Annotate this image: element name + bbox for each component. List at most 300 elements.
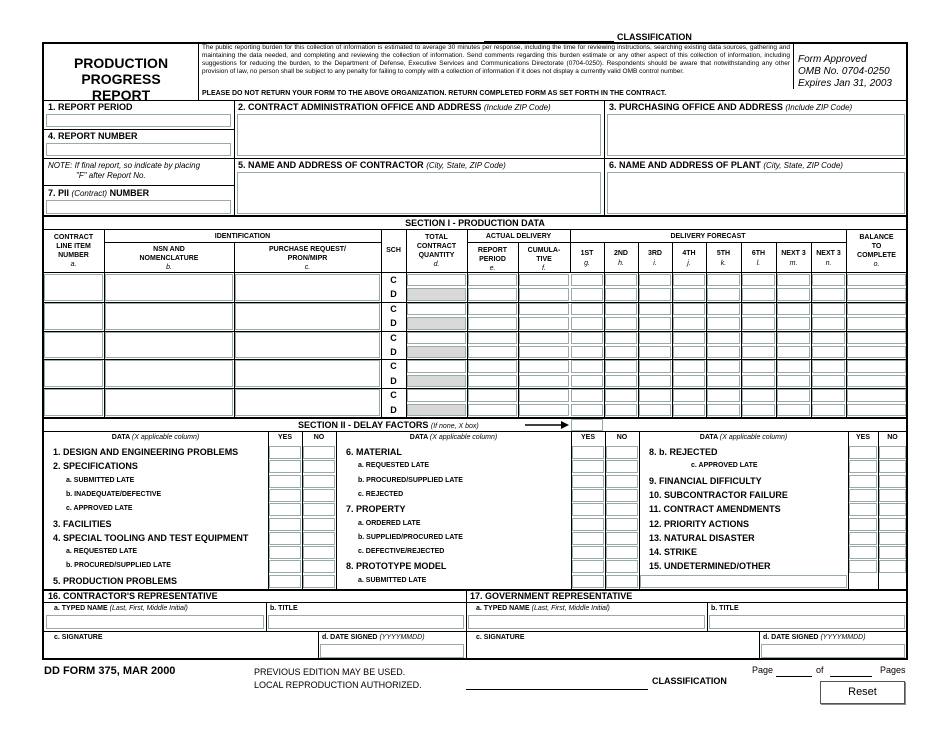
forecast-input[interactable] xyxy=(673,288,705,300)
forecast-input[interactable] xyxy=(812,303,845,315)
forecast-input[interactable] xyxy=(605,303,637,315)
delay-factor-label: a. SUBMITTED LATE xyxy=(66,476,135,484)
forecast-input[interactable] xyxy=(707,317,740,329)
forecast-input[interactable] xyxy=(571,375,603,387)
forecast-input[interactable] xyxy=(812,288,845,300)
report-period-delivery-input[interactable] xyxy=(468,303,517,315)
forecast-input[interactable] xyxy=(812,317,845,329)
delay-yes-checkbox[interactable] xyxy=(269,546,301,559)
delay-no-checkbox[interactable] xyxy=(606,446,638,459)
forecast-input[interactable] xyxy=(812,332,845,344)
forecast-input[interactable] xyxy=(639,404,671,416)
plant-label: 6. NAME AND ADDRESS OF PLANT (City, State, ZIP Code) xyxy=(609,160,843,170)
forecast-input[interactable] xyxy=(639,288,671,300)
forecast-input[interactable] xyxy=(777,346,810,358)
forecast-input[interactable] xyxy=(812,274,845,286)
return-notice: PLEASE DO NOT RETURN YOUR FORM TO THE ABOVE ORGANIZATION. RETURN COMPLETED FORM AS SET FORTH IN THE CONTRACT. xyxy=(202,90,667,97)
forecast-input[interactable] xyxy=(605,375,637,387)
purchase-request-input[interactable] xyxy=(235,274,380,301)
forecast-input[interactable] xyxy=(605,404,637,416)
forecast-input[interactable] xyxy=(742,389,775,401)
delay-factor-label: 5. PRODUCTION PROBLEMS xyxy=(53,575,178,586)
forecast-input[interactable] xyxy=(707,346,740,358)
contract-line-item-input[interactable] xyxy=(44,332,103,359)
edition-notice: PREVIOUS EDITION MAY BE USED. LOCAL REPRODUCTION AUTHORIZED. xyxy=(254,667,422,690)
delay-no-checkbox[interactable] xyxy=(606,489,638,502)
bottom-classification-label: CLASSIFICATION xyxy=(652,676,727,686)
forecast-input[interactable] xyxy=(777,317,810,329)
forecast-input[interactable] xyxy=(605,360,637,372)
delay-no-checkbox[interactable] xyxy=(879,532,906,545)
forecast-input[interactable] xyxy=(742,274,775,286)
forecast-col-header: 4TH j. xyxy=(682,250,696,267)
section-1-title: SECTION I - PRODUCTION DATA xyxy=(405,218,545,228)
delay-factor-label: a. REQUESTED LATE xyxy=(358,462,430,470)
reset-button[interactable]: Reset xyxy=(820,681,905,704)
delay-yes-checkbox[interactable] xyxy=(572,460,604,473)
form-title: PRODUCTION PROGRESS REPORT xyxy=(73,55,169,103)
contract-line-item-input[interactable] xyxy=(44,303,103,330)
forecast-input[interactable] xyxy=(673,360,705,372)
sch-code: C xyxy=(390,390,397,401)
identification-header: IDENTIFICATION xyxy=(214,233,271,240)
cumulative-delivery-input[interactable] xyxy=(519,288,569,300)
forecast-input[interactable] xyxy=(777,288,810,300)
contractor-date-signed-input[interactable] xyxy=(320,644,464,658)
forecast-input[interactable] xyxy=(812,360,845,372)
government-date-signed-label: d. DATE SIGNED (YYYYMMDD) xyxy=(763,634,866,641)
section-2-none-checkbox[interactable] xyxy=(571,419,603,431)
balance-to-complete-input[interactable] xyxy=(847,317,906,329)
delay-yes-checkbox[interactable] xyxy=(849,446,877,459)
forecast-col-header: 1ST g. xyxy=(580,250,594,267)
forecast-input[interactable] xyxy=(742,360,775,372)
delay-yes-checkbox[interactable] xyxy=(572,503,604,516)
contractor-label: 5. NAME AND ADDRESS OF CONTRACTOR (City, State, ZIP Code) xyxy=(238,160,506,170)
forecast-input[interactable] xyxy=(777,360,810,372)
forecast-input[interactable] xyxy=(571,346,603,358)
forecast-input[interactable] xyxy=(812,389,845,401)
yes-header: YES xyxy=(580,434,595,441)
form-number: DD FORM 375, MAR 2000 xyxy=(44,665,176,677)
balance-to-complete-input[interactable] xyxy=(847,360,906,372)
data-column-header: DATA (X applicable column) xyxy=(409,434,498,441)
forecast-input[interactable] xyxy=(707,389,740,401)
government-typed-name-input[interactable] xyxy=(468,615,705,629)
delay-yes-checkbox[interactable] xyxy=(572,575,604,588)
delay-yes-checkbox[interactable] xyxy=(849,489,877,502)
delay-yes-checkbox[interactable] xyxy=(269,489,301,502)
pii-label: 7. PII (Contract) NUMBER xyxy=(48,188,150,198)
actual-delivery-header: ACTUAL DELIVERY xyxy=(485,233,552,240)
cumulative-delivery-input[interactable] xyxy=(519,375,569,387)
forecast-input[interactable] xyxy=(777,274,810,286)
government-title-label: b. TITLE xyxy=(711,605,739,612)
col-d-header: TOTAL CONTRACT QUANTITY d. xyxy=(416,234,457,268)
forecast-input[interactable] xyxy=(707,332,740,344)
delay-factor-label: 15. UNDETERMINED/OTHER xyxy=(649,561,771,572)
delay-no-checkbox[interactable] xyxy=(303,560,335,573)
burden-statement: The public reporting burden for this collection of information is estimated to average 30 minutes per response, including the time for reviewing instructions, searching existing data sources, gathering and maintaining the data needed, and completing and reviewing the collection of information. Send comments regarding this burden estimate or any other aspect of this collection of information, including suggestions for reducing the burden, to the Department of Defense, Executive Services and Communications Directorate (0704-0250). Respondents should be aware that notwithstanding any other provision of law, no person shall be subject to any penalty for failing to comply with a collection of information if it does not display a currently valid OMB control number. xyxy=(202,44,790,75)
forecast-input[interactable] xyxy=(812,346,845,358)
forecast-input[interactable] xyxy=(777,332,810,344)
delay-factor-label: b. SUPPLIED/PROCURED LATE xyxy=(358,533,463,541)
contract-admin-office-input[interactable] xyxy=(237,114,601,156)
contractor-signature-label: c. SIGNATURE xyxy=(54,634,103,641)
government-typed-name-label: a. TYPED NAME (Last, First, Middle Initial) xyxy=(476,605,610,612)
delay-factor-label: 8. PROTOTYPE MODEL xyxy=(346,561,447,572)
delay-yes-checkbox[interactable] xyxy=(849,546,877,559)
delay-factor-label: 2. SPECIFICATIONS xyxy=(53,461,138,472)
total-quantity-input xyxy=(407,346,466,358)
delay-yes-checkbox[interactable] xyxy=(572,489,604,502)
total-pages-input[interactable] xyxy=(830,664,872,677)
forecast-input[interactable] xyxy=(571,274,603,286)
cumulative-delivery-input[interactable] xyxy=(519,346,569,358)
sch-code: C xyxy=(390,275,397,285)
delay-yes-checkbox[interactable] xyxy=(849,503,877,516)
col-f-header: CUMULA- TIVE f. xyxy=(527,247,561,272)
cumulative-delivery-input[interactable] xyxy=(519,274,569,286)
forecast-input[interactable] xyxy=(571,360,603,372)
contractor-title-label: b. TITLE xyxy=(270,605,298,612)
no-header: NO xyxy=(616,434,628,441)
forecast-input[interactable] xyxy=(571,303,603,315)
government-rep-label: 17. GOVERNMENT REPRESENTATIVE xyxy=(470,591,633,601)
sch-header: SCH xyxy=(386,247,401,254)
cumulative-delivery-input[interactable] xyxy=(519,389,569,401)
delay-factor-label: 6. MATERIAL xyxy=(346,447,402,457)
forecast-input[interactable] xyxy=(639,346,671,358)
forecast-col-header: NEXT 3 m. xyxy=(781,250,806,267)
contract-line-item-input[interactable] xyxy=(44,360,103,387)
forecast-input[interactable] xyxy=(707,375,740,387)
total-quantity-input xyxy=(407,404,466,416)
forecast-input[interactable] xyxy=(777,389,810,401)
pages-label: Pages xyxy=(880,665,906,675)
report-period-delivery-input[interactable] xyxy=(468,346,517,358)
purchasing-office-input[interactable] xyxy=(607,114,905,156)
contractor-typed-name-input[interactable] xyxy=(46,615,264,629)
forecast-input[interactable] xyxy=(605,389,637,401)
nsn-nomenclature-input[interactable] xyxy=(105,274,233,301)
delay-yes-checkbox[interactable] xyxy=(269,475,301,488)
delay-no-checkbox[interactable] xyxy=(879,446,906,459)
government-signature-label: c. SIGNATURE xyxy=(476,634,525,641)
total-quantity-input[interactable] xyxy=(407,360,466,372)
sch-code: C xyxy=(390,303,397,314)
omb-approval: Form Approved OMB No. 0704-0250 Expires Jan 31, 2003 xyxy=(798,54,892,89)
delay-no-checkbox[interactable] xyxy=(606,560,638,573)
delay-factor-label: a. SUBMITTED LATE xyxy=(358,576,427,584)
sch-code: D xyxy=(390,375,397,386)
delay-yes-checkbox[interactable] xyxy=(849,518,877,531)
balance-to-complete-input[interactable] xyxy=(847,303,906,315)
col-o-header: BALANCE TO COMPLETE o. xyxy=(857,234,896,268)
forecast-input[interactable] xyxy=(571,404,603,416)
forecast-input[interactable] xyxy=(777,404,810,416)
contract-line-item-input[interactable] xyxy=(44,274,103,301)
delay-no-checkbox[interactable] xyxy=(303,575,335,588)
forecast-col-header: 5TH k. xyxy=(716,250,731,267)
forecast-input[interactable] xyxy=(639,303,671,315)
data-column-header: DATA (X applicable column) xyxy=(699,434,788,441)
sch-code: D xyxy=(390,289,397,300)
cumulative-delivery-input[interactable] xyxy=(519,317,569,329)
yes-header: YES xyxy=(277,434,292,441)
arrow-right-icon xyxy=(525,420,569,430)
total-quantity-input xyxy=(407,288,466,300)
delay-factor-label: c. REJECTED xyxy=(358,490,404,498)
total-quantity-input[interactable] xyxy=(407,332,466,344)
delay-yes-checkbox[interactable] xyxy=(572,560,604,573)
nsn-nomenclature-input[interactable] xyxy=(105,332,233,359)
delay-yes-checkbox[interactable] xyxy=(849,475,877,488)
delay-factor-label: 14. STRIKE xyxy=(649,547,698,558)
forecast-input[interactable] xyxy=(571,288,603,300)
delay-yes-checkbox[interactable] xyxy=(269,575,301,588)
balance-to-complete-input[interactable] xyxy=(847,346,906,358)
report-period-delivery-input[interactable] xyxy=(468,317,517,329)
report-period-delivery-input[interactable] xyxy=(468,332,517,344)
forecast-input[interactable] xyxy=(605,288,637,300)
delay-factor-label: b. PROCURED/SUPPLIED LATE xyxy=(66,562,171,570)
purchase-request-input[interactable] xyxy=(235,360,380,387)
delay-yes-checkbox[interactable] xyxy=(269,560,301,573)
report-period-delivery-input[interactable] xyxy=(468,389,517,401)
contractor-rep-label: 16. CONTRACTOR'S REPRESENTATIVE xyxy=(48,591,218,601)
forecast-input[interactable] xyxy=(605,332,637,344)
delay-no-checkbox[interactable] xyxy=(606,503,638,516)
forecast-input[interactable] xyxy=(742,288,775,300)
balance-to-complete-input[interactable] xyxy=(847,274,906,286)
forecast-input[interactable] xyxy=(742,346,775,358)
cumulative-delivery-input[interactable] xyxy=(519,303,569,315)
delay-no-checkbox[interactable] xyxy=(303,518,335,531)
forecast-input[interactable] xyxy=(639,274,671,286)
forecast-input[interactable] xyxy=(605,274,637,286)
delay-factor-label: a. REQUESTED LATE xyxy=(66,548,138,556)
delay-factor-label: 8. b. REJECTED xyxy=(649,447,718,457)
data-column-header: DATA (X applicable column) xyxy=(111,434,200,441)
delay-no-checkbox[interactable] xyxy=(303,446,335,459)
forecast-input[interactable] xyxy=(673,332,705,344)
report-number-input[interactable] xyxy=(46,143,231,156)
nsn-nomenclature-input[interactable] xyxy=(105,389,233,416)
forecast-input[interactable] xyxy=(639,332,671,344)
page-number-input[interactable] xyxy=(776,664,812,677)
top-classification-label: CLASSIFICATION xyxy=(617,32,692,42)
delay-factor-label: 11. CONTRACT AMENDMENTS xyxy=(649,504,781,515)
report-period-label: 1. REPORT PERIOD xyxy=(48,102,133,112)
forecast-input[interactable] xyxy=(639,389,671,401)
nsn-nomenclature-input[interactable] xyxy=(105,303,233,330)
total-quantity-input xyxy=(407,375,466,387)
no-header: NO xyxy=(887,434,898,441)
delay-factor-label: c. APPROVED LATE xyxy=(66,505,133,513)
contractor-title-input[interactable] xyxy=(268,615,464,629)
delay-no-checkbox[interactable] xyxy=(303,532,335,545)
forecast-input[interactable] xyxy=(777,375,810,387)
forecast-input[interactable] xyxy=(742,375,775,387)
sch-code: D xyxy=(390,318,397,329)
sch-code: C xyxy=(390,332,397,343)
delay-no-checkbox[interactable] xyxy=(879,503,906,516)
delay-factor-label: b. INADEQUATE/DEFECTIVE xyxy=(66,490,162,498)
forecast-input[interactable] xyxy=(673,404,705,416)
delay-yes-checkbox[interactable] xyxy=(572,532,604,545)
cumulative-delivery-input[interactable] xyxy=(519,404,569,416)
delay-no-checkbox[interactable] xyxy=(606,546,638,559)
undetermined-other-input[interactable] xyxy=(640,575,847,588)
forecast-input[interactable] xyxy=(777,303,810,315)
forecast-input[interactable] xyxy=(707,288,740,300)
total-quantity-input[interactable] xyxy=(407,389,466,401)
report-period-delivery-input[interactable] xyxy=(468,375,517,387)
yes-header: YES xyxy=(855,434,870,441)
delay-yes-checkbox[interactable] xyxy=(269,446,301,459)
total-quantity-input[interactable] xyxy=(407,274,466,286)
purchase-request-input[interactable] xyxy=(235,303,380,330)
contract-line-item-input[interactable] xyxy=(44,389,103,416)
forecast-input[interactable] xyxy=(673,346,705,358)
purchasing-office-label: 3. PURCHASING OFFICE AND ADDRESS (Include ZIP Code) xyxy=(609,102,853,112)
total-quantity-input xyxy=(407,317,466,329)
forecast-input[interactable] xyxy=(742,332,775,344)
delay-no-checkbox[interactable] xyxy=(879,460,906,473)
forecast-input[interactable] xyxy=(742,404,775,416)
report-period-delivery-input[interactable] xyxy=(468,360,517,372)
forecast-input[interactable] xyxy=(707,360,740,372)
delay-factor-label: a. ORDERED LATE xyxy=(358,519,421,527)
forecast-input[interactable] xyxy=(571,389,603,401)
forecast-input[interactable] xyxy=(707,274,740,286)
report-period-delivery-input[interactable] xyxy=(468,274,517,286)
delay-factor-label: b. PROCURED/SUPPLIED LATE xyxy=(358,476,463,484)
col-e-header: REPORT PERIOD e. xyxy=(477,247,508,272)
forecast-input[interactable] xyxy=(639,317,671,329)
delay-no-checkbox[interactable] xyxy=(879,560,906,573)
forecast-input[interactable] xyxy=(742,317,775,329)
forecast-input[interactable] xyxy=(673,303,705,315)
delay-factor-label: 13. NATURAL DISASTER xyxy=(649,532,755,543)
pii-input[interactable] xyxy=(46,200,231,214)
contractor-date-signed-label: d. DATE SIGNED (YYYYMMDD) xyxy=(322,634,425,641)
delay-yes-checkbox[interactable] xyxy=(849,460,877,473)
delay-yes-checkbox[interactable] xyxy=(849,560,877,573)
delay-no-checkbox[interactable] xyxy=(606,575,638,588)
delay-no-checkbox[interactable] xyxy=(879,489,906,502)
forecast-input[interactable] xyxy=(605,317,637,329)
balance-to-complete-input[interactable] xyxy=(847,332,906,344)
report-period-input[interactable] xyxy=(46,114,231,127)
cumulative-delivery-input[interactable] xyxy=(519,360,569,372)
forecast-col-header: NEXT 3 n. xyxy=(816,250,841,267)
col-b-header: NSN AND NOMENCLATURE b. xyxy=(139,246,199,271)
government-title-input[interactable] xyxy=(709,615,905,629)
delay-no-checkbox[interactable] xyxy=(303,546,335,559)
delay-no-checkbox[interactable] xyxy=(606,532,638,545)
delay-no-checkbox[interactable] xyxy=(606,460,638,473)
forecast-col-header: 6TH l. xyxy=(751,250,766,267)
delay-no-checkbox[interactable] xyxy=(303,475,335,488)
delay-yes-checkbox[interactable] xyxy=(269,503,301,516)
delay-no-checkbox[interactable] xyxy=(303,489,335,502)
delay-yes-checkbox[interactable] xyxy=(269,460,301,473)
report-number-label: 4. REPORT NUMBER xyxy=(48,131,138,141)
delay-yes-checkbox[interactable] xyxy=(572,546,604,559)
cumulative-delivery-input[interactable] xyxy=(519,332,569,344)
balance-to-complete-input[interactable] xyxy=(847,375,906,387)
balance-to-complete-input[interactable] xyxy=(847,389,906,401)
delay-yes-checkbox[interactable] xyxy=(269,518,301,531)
total-quantity-input[interactable] xyxy=(407,303,466,315)
delay-yes-checkbox[interactable] xyxy=(269,532,301,545)
forecast-input[interactable] xyxy=(639,375,671,387)
forecast-input[interactable] xyxy=(812,404,845,416)
forecast-input[interactable] xyxy=(673,274,705,286)
delay-factor-label: 1. DESIGN AND ENGINEERING PROBLEMS xyxy=(53,447,239,457)
forecast-input[interactable] xyxy=(571,332,603,344)
contract-admin-office-label: 2. CONTRACT ADMINISTRATION OFFICE AND ADDRESS (Include ZIP Code) xyxy=(238,102,551,112)
delay-yes-checkbox[interactable] xyxy=(572,475,604,488)
forecast-input[interactable] xyxy=(707,404,740,416)
delay-yes-checkbox[interactable] xyxy=(849,532,877,545)
sch-code: C xyxy=(390,361,397,372)
forecast-input[interactable] xyxy=(673,389,705,401)
government-date-signed-input[interactable] xyxy=(761,644,905,658)
balance-to-complete-input[interactable] xyxy=(847,288,906,300)
forecast-input[interactable] xyxy=(673,317,705,329)
delay-factor-label: 7. PROPERTY xyxy=(346,504,406,515)
delay-no-checkbox[interactable] xyxy=(879,546,906,559)
forecast-input[interactable] xyxy=(605,346,637,358)
purchase-request-input[interactable] xyxy=(235,389,380,416)
plant-input[interactable] xyxy=(607,172,905,214)
balance-to-complete-input[interactable] xyxy=(847,404,906,416)
nsn-nomenclature-input[interactable] xyxy=(105,360,233,387)
forecast-input[interactable] xyxy=(571,317,603,329)
forecast-input[interactable] xyxy=(812,375,845,387)
delay-no-checkbox[interactable] xyxy=(303,460,335,473)
delay-no-checkbox[interactable] xyxy=(606,475,638,488)
delay-yes-checkbox[interactable] xyxy=(572,446,604,459)
report-period-delivery-input[interactable] xyxy=(468,404,517,416)
section-2-title: SECTION II - DELAY FACTORS (If none, X box) xyxy=(298,420,479,430)
contractor-input[interactable] xyxy=(237,172,601,214)
delay-factor-label: 3. FACILITIES xyxy=(53,518,112,529)
delay-no-checkbox[interactable] xyxy=(606,518,638,531)
delay-yes-checkbox[interactable] xyxy=(572,518,604,531)
sch-code: D xyxy=(390,404,397,415)
delay-factor-label: 4. SPECIAL TOOLING AND TEST EQUIPMENT xyxy=(53,532,249,543)
delay-no-checkbox[interactable] xyxy=(879,475,906,488)
forecast-col-header: 2ND h. xyxy=(613,250,628,267)
purchase-request-input[interactable] xyxy=(235,332,380,359)
forecast-col-header: 3RD i. xyxy=(647,250,662,267)
delay-no-checkbox[interactable] xyxy=(879,518,906,531)
delay-no-checkbox[interactable] xyxy=(303,503,335,516)
report-period-delivery-input[interactable] xyxy=(468,288,517,300)
page-label: Page xyxy=(752,665,774,675)
delivery-forecast-header: DELIVERY FORECAST xyxy=(670,233,746,240)
forecast-input[interactable] xyxy=(639,360,671,372)
col-c-header: PURCHASE REQUEST/ PRON/MIPR c. xyxy=(268,246,346,271)
forecast-input[interactable] xyxy=(742,303,775,315)
forecast-input[interactable] xyxy=(673,375,705,387)
delay-factor-label: 12. PRIORITY ACTIONS xyxy=(649,518,750,529)
forecast-input[interactable] xyxy=(707,303,740,315)
